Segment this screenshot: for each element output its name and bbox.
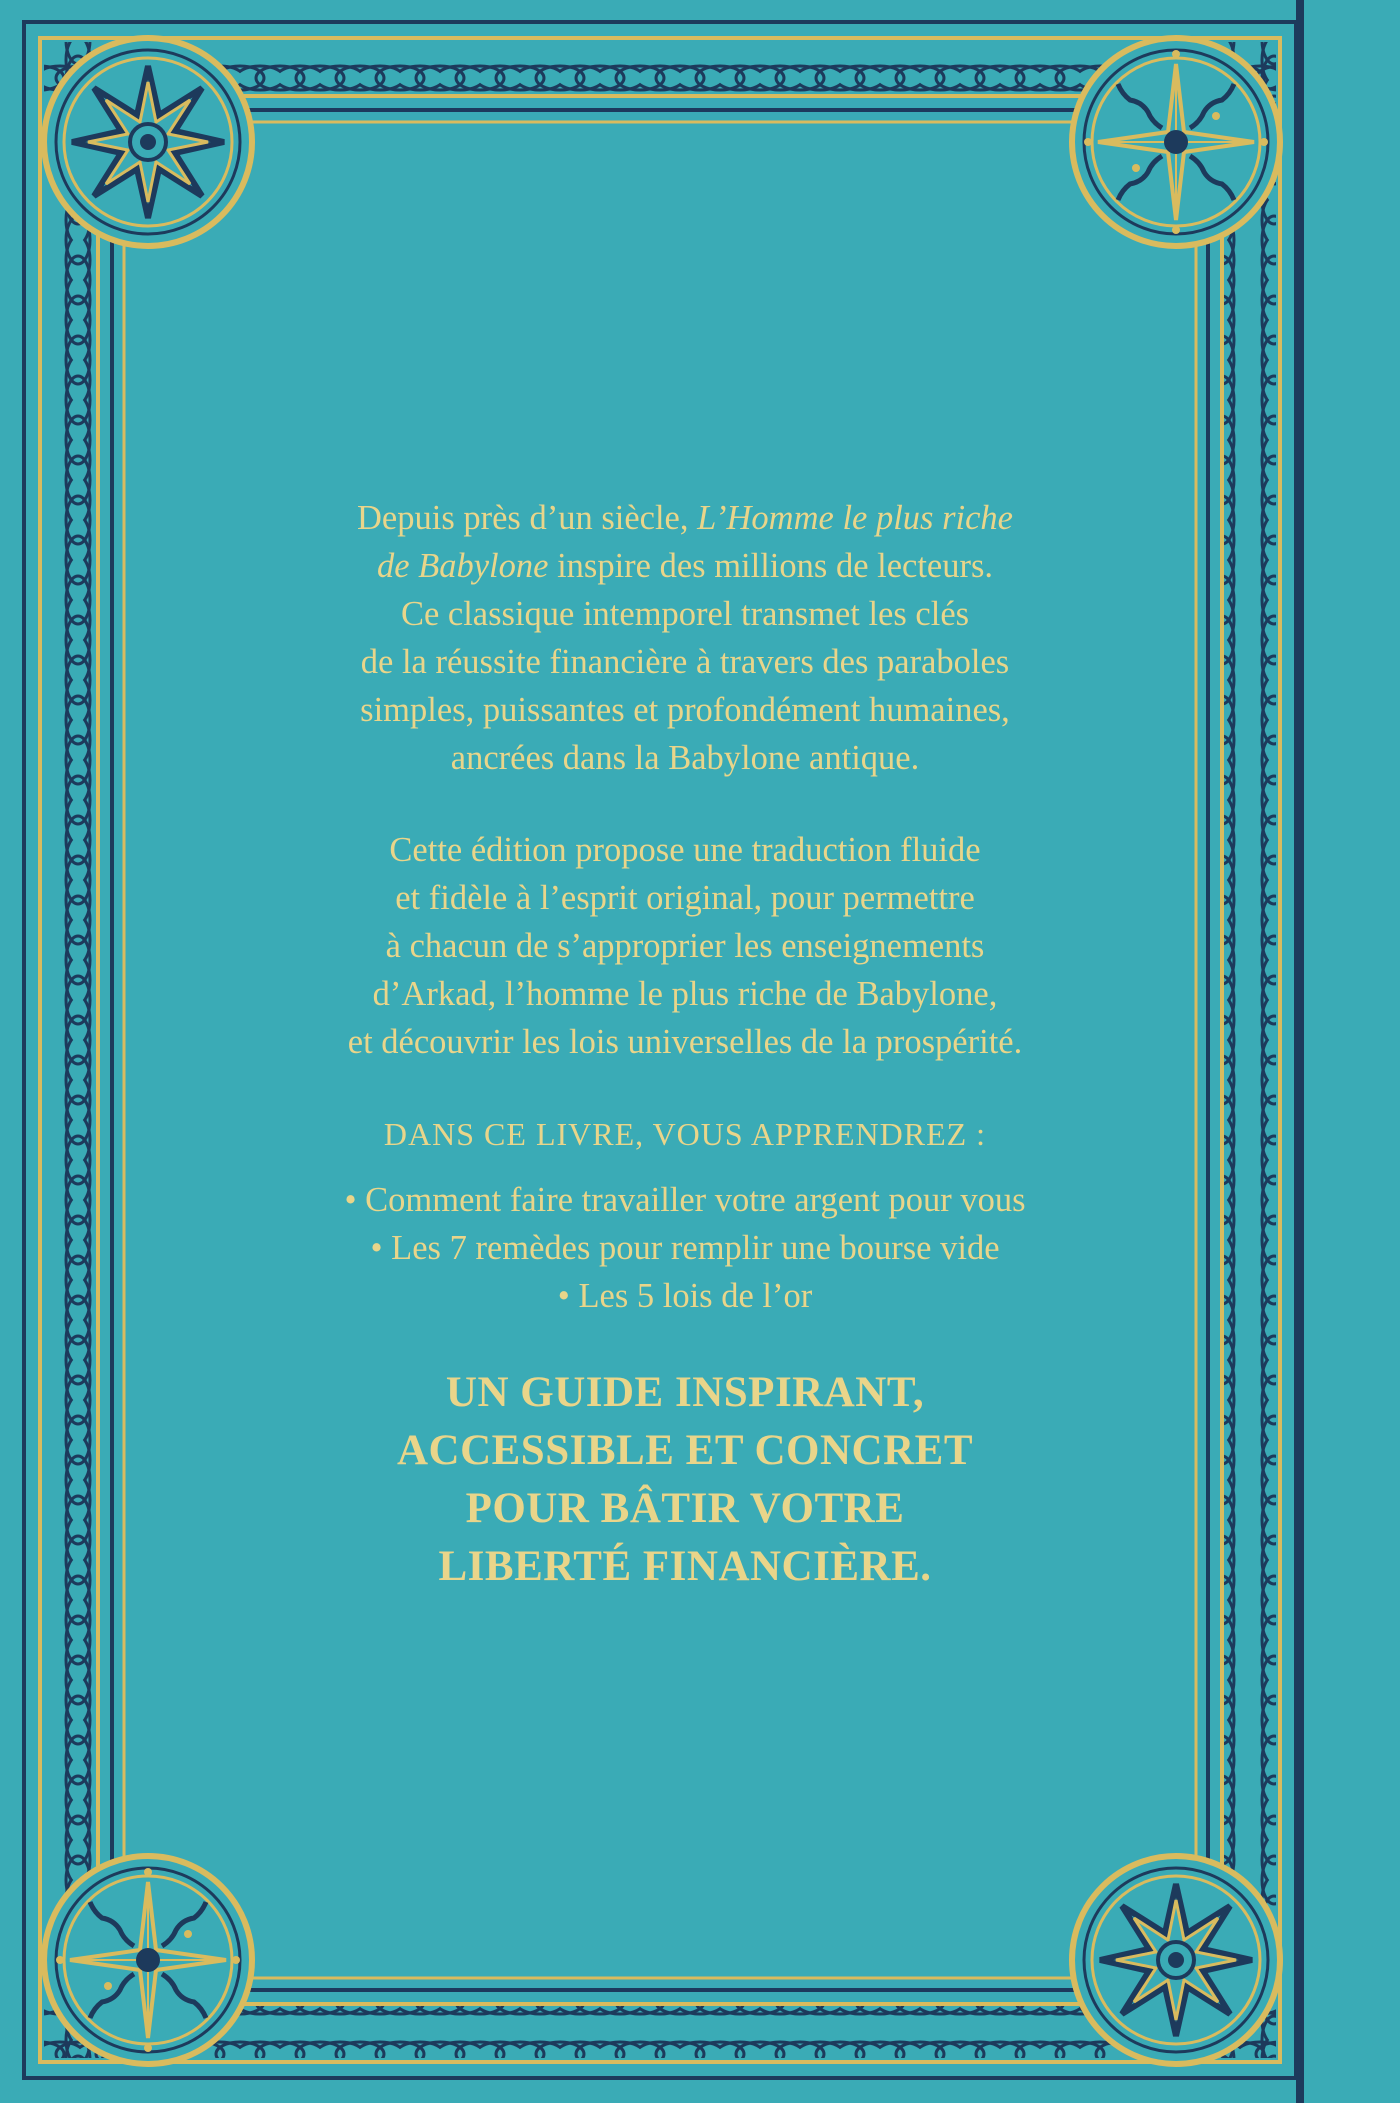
learn-heading: DANS CE LIVRE, VOUS APPRENDREZ :: [383, 1116, 987, 1152]
edition-line: à chacun de s’approprier les enseignements: [385, 927, 985, 965]
sun-star-icon: [1072, 38, 1280, 246]
intro-text: inspire des millions de lecteurs.: [548, 547, 994, 585]
back-cover-text: [150, 494, 1220, 1596]
intro-line: [150, 542, 1220, 590]
book-title-italic: L’Homme le plus riche: [697, 499, 1013, 537]
bullet-item: • Les 5 lois de l’or: [557, 1277, 813, 1315]
book-title-italic: de Babylone: [376, 547, 549, 585]
bullet-list: [150, 1176, 1220, 1320]
intro-paragraph: [150, 494, 1220, 782]
closing-line: UN GUIDE INSPIRANT,: [445, 1369, 925, 1416]
edition-line: et découvrir les lois universelles de la prospérité.: [347, 1023, 1023, 1061]
sun-star-icon: [44, 1856, 252, 2064]
bullet-item: • Les 7 remèdes pour remplir une bourse vide: [370, 1229, 1000, 1267]
edition-line: d’Arkad, l’homme le plus riche de Babylone,: [372, 975, 998, 1013]
closing-statement: [150, 1364, 1220, 1596]
bullet-item: • Comment faire travailler votre argent pour vous: [344, 1181, 1026, 1219]
intro-line: de la réussite financière à travers des paraboles: [360, 643, 1010, 681]
intro-line: [150, 494, 1220, 542]
edition-line: Cette édition propose une traduction fluide: [389, 831, 981, 869]
closing-line: LIBERTÉ FINANCIÈRE.: [438, 1543, 932, 1590]
intro-line: ancrées dans la Babylone antique.: [450, 739, 920, 777]
intro-line: Ce classique intemporel transmet les clés: [400, 595, 970, 633]
edition-paragraph: [150, 826, 1220, 1066]
closing-line: POUR BÂTIR VOTRE: [465, 1485, 905, 1532]
edition-line: et fidèle à l’esprit original, pour permettre: [395, 879, 975, 917]
intro-line: simples, puissantes et profondément humaines,: [360, 691, 1010, 729]
eight-point-star-icon: [44, 38, 252, 246]
intro-text: Depuis près d’un siècle,: [357, 499, 698, 537]
eight-point-star-icon: [1072, 1856, 1280, 2064]
closing-line: ACCESSIBLE ET CONCRET: [396, 1427, 974, 1474]
